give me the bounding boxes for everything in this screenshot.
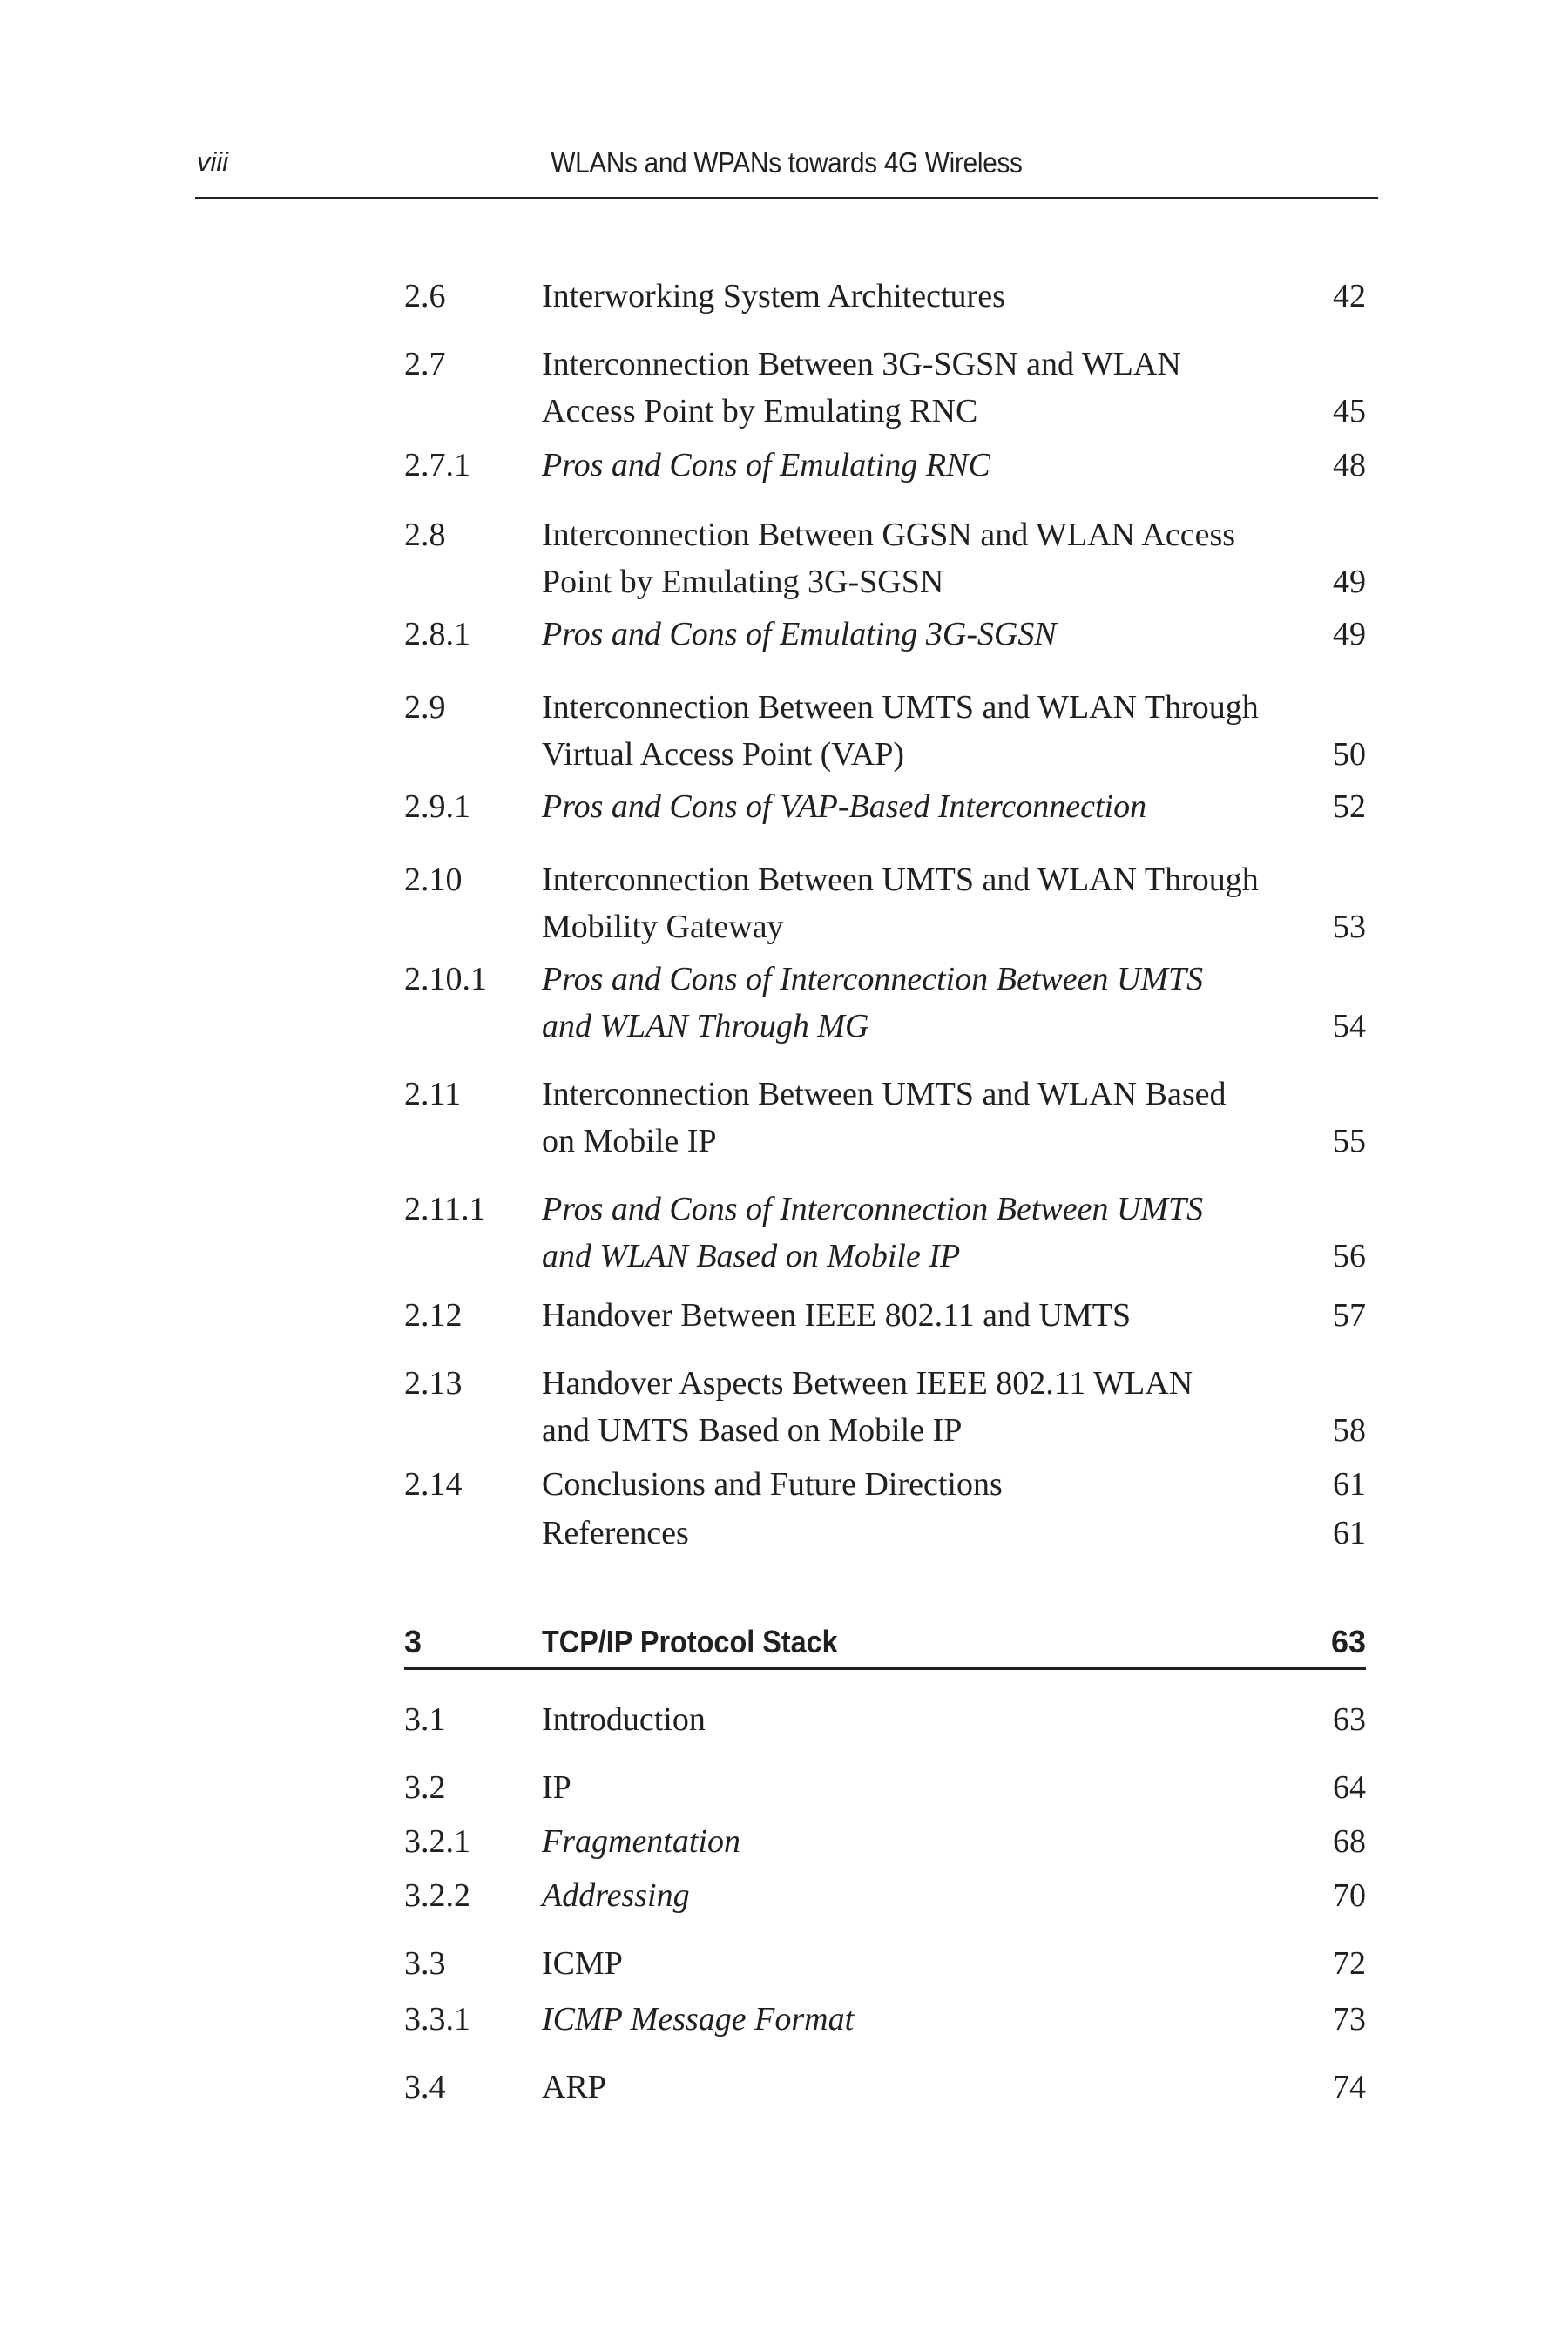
entry-page-number: 42 <box>1333 278 1366 314</box>
entry-title: Interworking System Architectures <box>542 278 1005 314</box>
toc-entry <box>0 1817 1568 1866</box>
entry-page-number: 70 <box>1333 1877 1366 1914</box>
toc-entry <box>0 1359 1568 1408</box>
toc-entry <box>0 1117 1568 1166</box>
toc-entry <box>0 1002 1568 1051</box>
entry-number: 2.11.1 <box>404 1191 486 1227</box>
toc-entry <box>0 1763 1568 1812</box>
toc-entry <box>0 1509 1568 1558</box>
entry-title: Point by Emulating 3G-SGSN <box>542 564 944 600</box>
entry-number: 2.8.1 <box>404 616 470 652</box>
entry-title: and WLAN Based on Mobile IP <box>542 1238 961 1274</box>
entry-number: 3.4 <box>404 2069 446 2105</box>
toc-entry <box>0 387 1568 436</box>
entry-page-number: 48 <box>1333 447 1366 483</box>
entry-page-number: 45 <box>1333 393 1366 429</box>
toc-entry <box>0 1460 1568 1509</box>
toc-entry <box>0 1291 1568 1340</box>
entry-page-number: 49 <box>1333 616 1366 652</box>
toc-entry <box>0 1871 1568 1920</box>
entry-title: on Mobile IP <box>542 1123 717 1159</box>
chapter-heading <box>404 1617 1366 1670</box>
toc-entry <box>0 955 1568 1004</box>
chapter-number: 3 <box>404 1624 422 1659</box>
toc-entry <box>0 855 1568 904</box>
toc-entry <box>0 2063 1568 2112</box>
entry-number: 3.1 <box>404 1701 446 1738</box>
entry-page-number: 52 <box>1333 788 1366 825</box>
entry-page-number: 50 <box>1333 736 1366 773</box>
toc-entry <box>0 1406 1568 1455</box>
entry-title: Addressing <box>542 1877 690 1914</box>
entry-number: 3.2.1 <box>404 1823 470 1860</box>
entry-page-number: 49 <box>1333 564 1366 600</box>
toc-entry <box>0 1995 1568 2044</box>
toc-entry <box>0 730 1568 779</box>
entry-title: Fragmentation <box>542 1823 740 1860</box>
entry-number: 3.2.2 <box>404 1877 470 1914</box>
entry-title: Interconnection Between 3G-SGSN and WLAN <box>542 346 1181 382</box>
entry-title: Mobility Gateway <box>542 909 784 945</box>
toc-entry <box>0 1695 1568 1744</box>
toc-entry <box>0 510 1568 559</box>
toc-entry <box>0 340 1568 389</box>
entry-title: and UMTS Based on Mobile IP <box>542 1412 963 1449</box>
toc-entry <box>0 902 1568 951</box>
toc-entry <box>0 782 1568 831</box>
entry-title: Interconnection Between UMTS and WLAN Through <box>542 689 1259 726</box>
entry-page-number: 57 <box>1333 1297 1366 1334</box>
entry-number: 2.9 <box>404 689 446 726</box>
entry-title: Pros and Cons of Emulating RNC <box>542 447 990 483</box>
entry-title: Handover Between IEEE 802.11 and UMTS <box>542 1297 1132 1334</box>
entry-page-number: 58 <box>1333 1412 1366 1449</box>
entry-number: 2.10 <box>404 862 463 898</box>
toc-entry <box>0 441 1568 490</box>
entry-page-number: 61 <box>1333 1466 1366 1503</box>
entry-title: Pros and Cons of Interconnection Between UMTS <box>542 1191 1204 1227</box>
entry-page-number: 53 <box>1333 909 1366 945</box>
entry-title: Handover Aspects Between IEEE 802.11 WLAN <box>542 1365 1193 1402</box>
entry-page-number: 63 <box>1333 1701 1366 1738</box>
entry-page-number: 74 <box>1333 2069 1366 2105</box>
entry-number: 3.3.1 <box>404 2001 470 2038</box>
entry-title: Interconnection Between UMTS and WLAN Based <box>542 1076 1227 1112</box>
entry-page-number: 68 <box>1333 1823 1366 1860</box>
entry-number: 2.10.1 <box>404 961 487 997</box>
entry-number: 2.13 <box>404 1365 463 1402</box>
running-title: WLANs and WPANs towards 4G Wireless <box>551 146 1023 179</box>
entry-title: ICMP Message Format <box>542 2001 855 2038</box>
toc-entry <box>0 1232 1568 1281</box>
entry-number: 2.8 <box>404 517 446 553</box>
entry-number: 2.12 <box>404 1297 463 1334</box>
toc-entry <box>0 1185 1568 1233</box>
toc-entry <box>0 683 1568 732</box>
entry-number: 2.9.1 <box>404 788 470 825</box>
chapter-page-number: 63 <box>1330 1624 1366 1659</box>
entry-page-number: 56 <box>1333 1238 1366 1274</box>
toc-entry <box>0 610 1568 659</box>
entry-number: 2.6 <box>404 278 446 314</box>
entry-page-number: 61 <box>1333 1515 1366 1551</box>
chapter-title: TCP/IP Protocol Stack <box>542 1624 838 1659</box>
toc-entry <box>0 1070 1568 1119</box>
page-folio: viii <box>197 146 229 177</box>
entry-page-number: 73 <box>1333 2001 1366 2038</box>
entry-number: 2.14 <box>404 1466 463 1503</box>
entry-number: 2.11 <box>404 1076 462 1112</box>
entry-title: Access Point by Emulating RNC <box>542 393 978 429</box>
entry-page-number: 54 <box>1333 1008 1366 1044</box>
entry-title: ICMP <box>542 1945 623 1982</box>
entry-page-number: 72 <box>1333 1945 1366 1982</box>
entry-title: Pros and Cons of Emulating 3G-SGSN <box>542 616 1057 652</box>
entry-number: 2.7.1 <box>404 447 470 483</box>
entry-page-number: 55 <box>1333 1123 1366 1159</box>
entry-page-number: 64 <box>1333 1769 1366 1806</box>
entry-number: 2.7 <box>404 346 446 382</box>
entry-title: ARP <box>542 2069 606 2105</box>
entry-title: Interconnection Between UMTS and WLAN Through <box>542 862 1259 898</box>
toc-entry <box>0 272 1568 321</box>
entry-title: IP <box>542 1769 571 1806</box>
entry-title: Conclusions and Future Directions <box>542 1466 1003 1503</box>
entry-title: Introduction <box>542 1701 706 1738</box>
entry-title: and WLAN Through MG <box>542 1008 869 1044</box>
entry-title: References <box>542 1515 689 1551</box>
entry-title: Virtual Access Point (VAP) <box>542 736 905 773</box>
entry-title: Pros and Cons of VAP-Based Interconnection <box>542 788 1147 825</box>
toc-entry <box>0 558 1568 606</box>
entry-title: Pros and Cons of Interconnection Between UMTS <box>542 961 1204 997</box>
entry-title: Interconnection Between GGSN and WLAN Access <box>542 517 1236 553</box>
toc-entry <box>0 1939 1568 1988</box>
entry-number: 3.3 <box>404 1945 446 1982</box>
entry-number: 3.2 <box>404 1769 446 1806</box>
